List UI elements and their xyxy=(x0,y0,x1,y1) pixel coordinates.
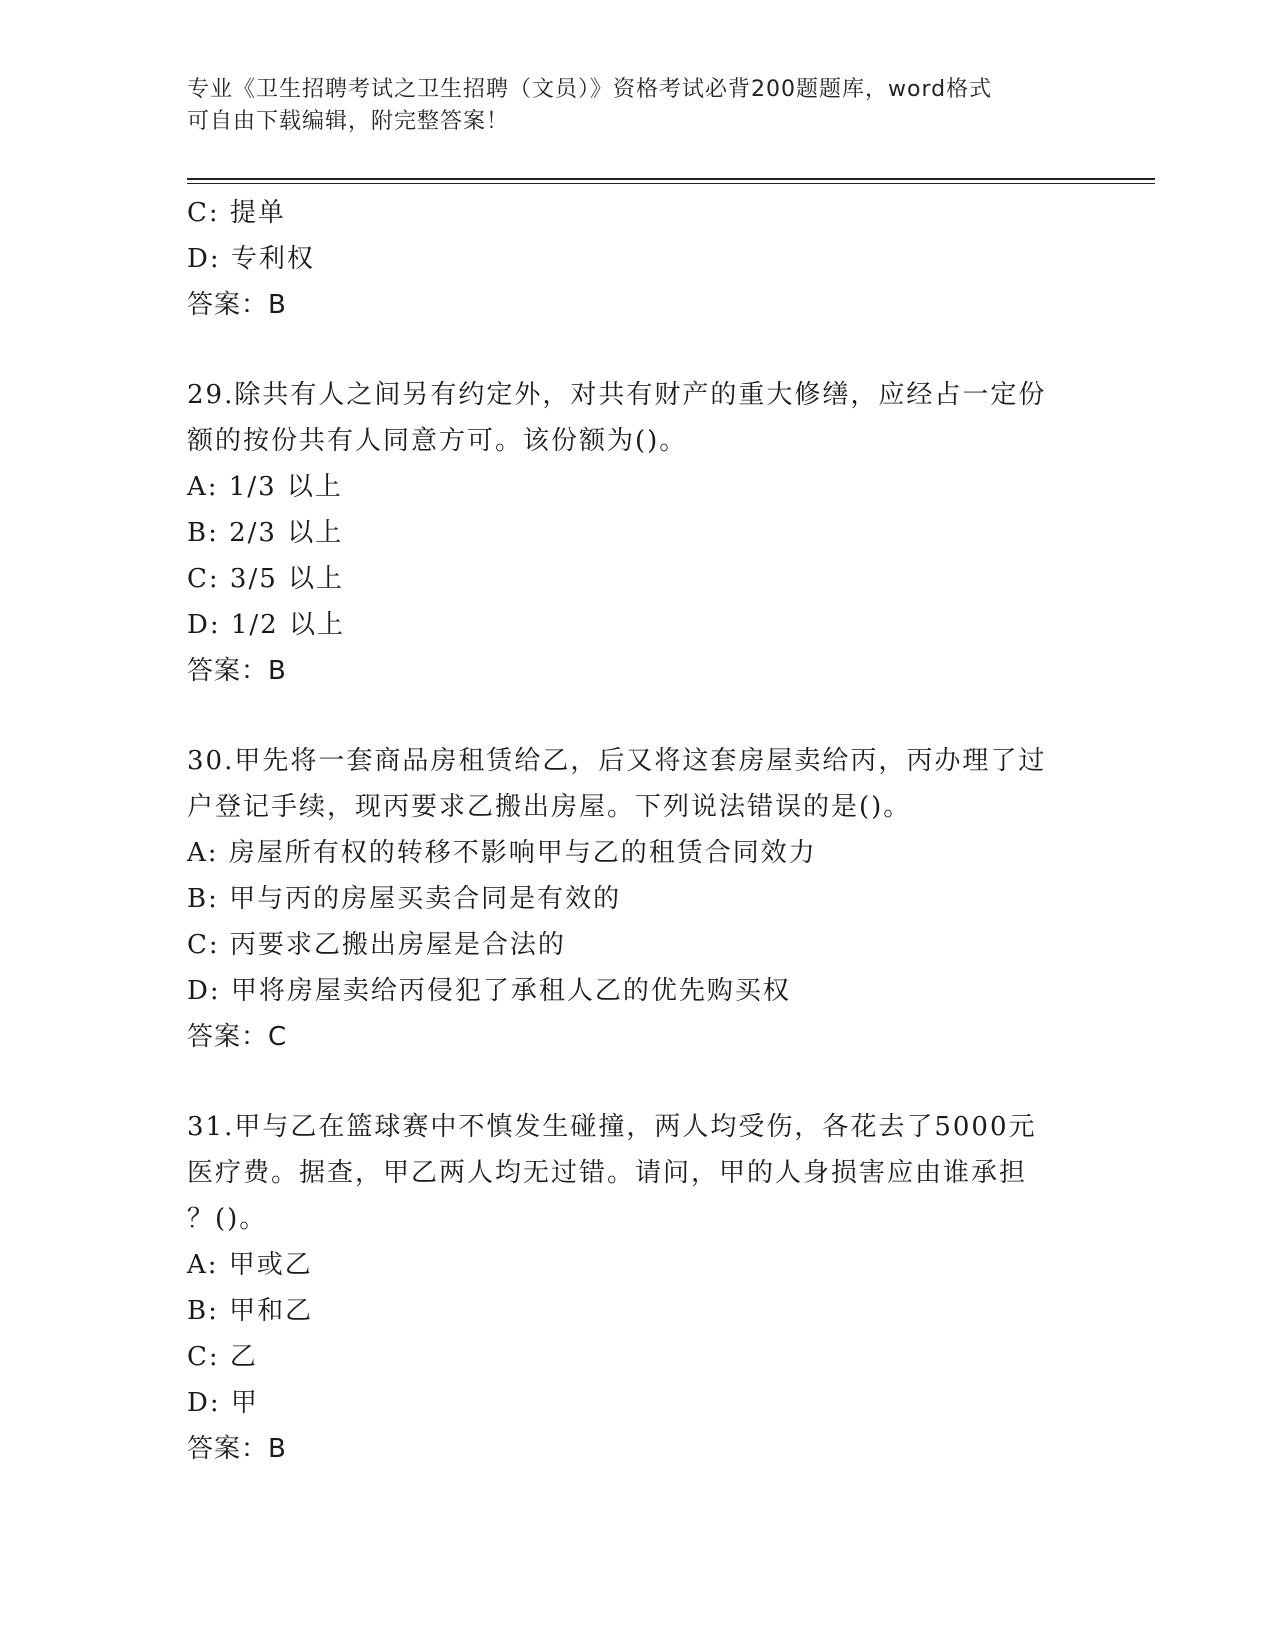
question-stem xyxy=(187,372,1067,464)
page-header xyxy=(187,74,1067,138)
question-30 xyxy=(187,738,1087,1060)
option-b: B: 2/3 以上 xyxy=(187,518,344,548)
option-a: A: 房屋所有权的转移不影响甲与乙的租赁合同效力 xyxy=(187,838,817,868)
stem-line: 医疗费。据查，甲乙两人均无过错。请问，甲的人身损害应由谁承担 xyxy=(187,1158,1028,1188)
answer-line: 答案：C xyxy=(187,1022,288,1052)
header-line-1: 专业《卫生招聘考试之卫生招聘（文员）》资格考试必背200题题库，word格式 xyxy=(187,77,993,102)
option-c: C: 丙要求乙搬出房屋是合法的 xyxy=(187,930,566,960)
option-d: D: 1/2 以上 xyxy=(187,610,345,640)
stem-line: 31.甲与乙在篮球赛中不慎发生碰撞，两人均受伤，各花去了5000元 xyxy=(187,1112,1037,1142)
option-a: A: 1/3 以上 xyxy=(187,472,343,502)
option-d: D: 甲 xyxy=(187,1388,259,1418)
option-d: D: 专利权 xyxy=(187,244,315,274)
question-29 xyxy=(187,372,1087,694)
option-c: C: 3/5 以上 xyxy=(187,564,345,594)
option-c: C: 乙 xyxy=(187,1342,258,1372)
question-stem xyxy=(187,1104,1067,1242)
question-stem xyxy=(187,738,1067,830)
option-b: B: 甲和乙 xyxy=(187,1296,314,1326)
continued-question xyxy=(187,190,1087,328)
question-list xyxy=(187,190,1087,1472)
question-31 xyxy=(187,1104,1087,1472)
answer-line: 答案：B xyxy=(187,290,287,320)
answer-line: 答案：B xyxy=(187,656,287,686)
header-line-2: 可自由下载编辑，附完整答案！ xyxy=(187,109,510,134)
header-rule-thick xyxy=(187,178,1155,180)
stem-line: 额的按份共有人同意方可。该份额为()。 xyxy=(187,426,688,456)
option-c: C: 提单 xyxy=(187,198,286,228)
option-b: B: 甲与丙的房屋买卖合同是有效的 xyxy=(187,884,622,914)
stem-line: 30.甲先将一套商品房租赁给乙，后又将这套房屋卖给丙，丙办理了过 xyxy=(187,746,1047,776)
stem-line: 户登记手续，现丙要求乙搬出房屋。下列说法错误的是()。 xyxy=(187,792,912,822)
answer-line: 答案：B xyxy=(187,1434,287,1464)
stem-line: 29.除共有人之间另有约定外，对共有财产的重大修缮，应经占一定份 xyxy=(187,380,1047,410)
header-rule-thin xyxy=(187,183,1155,184)
stem-line: ？()。 xyxy=(187,1204,268,1234)
option-d: D: 甲将房屋卖给丙侵犯了承租人乙的优先购买权 xyxy=(187,976,791,1006)
option-a: A: 甲或乙 xyxy=(187,1250,313,1280)
